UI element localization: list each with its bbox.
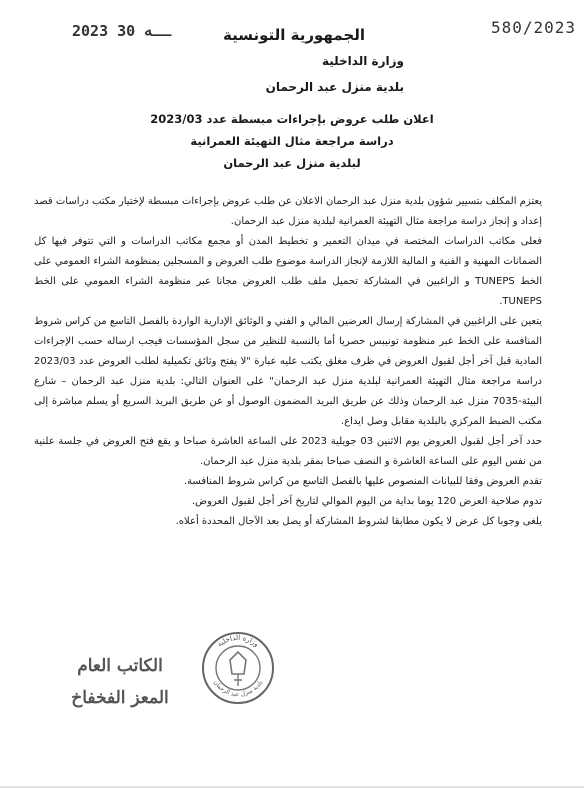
notice-body [34, 192, 542, 532]
signature-name: المعز الفخفاخ [71, 688, 169, 708]
reference-number: 580/2023 [490, 18, 576, 37]
paragraph-6: تدوم صلاحية العرض 120 يوما بداية من اليوم الموالي لتاريخ آخر أجل لقبول العروض. [191, 496, 542, 507]
paragraph-1: يعتزم المكلف بتسيير شؤون بلدية منزل عبد الرحمان الاعلان عن طلب عروض بإجراءات مبسطة لإختيار مكتب دراسات قصد إعداد و إنجاز دراسة مراجعة مثال التهيئة العمرانية لبلدية منزل عبد الرحمان. [34, 196, 542, 227]
paragraph-5: تقدم العروض وفقا للبيانات المنصوص عليها بالفصل التاسع من كراس شروط المنافسة. [183, 476, 542, 487]
title-line-2: دراسة مراجعة مثال التهيئة العمرانية [190, 134, 394, 148]
title-line-1: اعلان طلب عروض بإجراءات مبسطة عدد 2023/03 [150, 112, 434, 126]
official-stamp [200, 630, 276, 710]
paragraph-7: يلغى وجوبا كل عرض لا يكون مطابقا لشروط المشاركة أو يصل بعد الآجال المحددة أعلاه. [175, 516, 542, 527]
notice-title [140, 108, 444, 174]
ministry-name: وزارة الداخلية [321, 54, 404, 68]
signature-title: الكاتب العام [77, 656, 163, 676]
letterhead [184, 22, 404, 100]
signature-block [50, 650, 190, 714]
stamp-top-text: وزارة الداخلية [215, 633, 261, 649]
stamp-bottom-text: بلدية منزل عبد الرحمان [211, 679, 265, 699]
paragraph-4: حدد آخر أجل لقبول العروض يوم الاثنين 03 جويلية 2023 على الساعة العاشرة صباحا و يقع فتح العروض في جلسة علنية من نفس اليوم على الساعة العاشرة و النصف صباحا بمقر بلدية منزل عبد الرحمان. [34, 436, 542, 467]
paragraph-2: فعلى مكاتب الدراسات المختصة في ميدان التعمير و تخطيط المدن أو مجمع مكاتب الدراسات و التي تتوفر فيها كل الضمانات المهنية و الفنية و المالية اللازمة لإنجاز الدراسة موضوع طلب العروض و المسجلين بمنظومة الشراء العمومي على الخط TUNEPS و الراغبين في المشاركة تحميل ملف طلب العروض مجانا عبر منظومة الشراء العمومي على الخط TUNEPS. [34, 236, 542, 307]
stamp-seal-icon [200, 630, 276, 706]
title-line-3: لبلدية منزل عبد الرحمان [223, 156, 361, 170]
stamp-date: 2023 ــه 30 [72, 22, 172, 40]
municipality-name: بلدية منزل عبد الرحمان [265, 80, 404, 94]
country-name: الجمهورية التونسية [223, 26, 365, 44]
paragraph-3: يتعين على الراغبين في المشاركة إرسال العرضين المالي و الفني و الوثائق الإدارية الواردة بالفصل التاسع من كراس شروط المنافسة على الخط عبر منظومة تونيبس حصريا أما بالنسبة للنظير من سجل المؤسسات فيجب ارساله حسب الإجراءات المادية قبل آخر أجل لقبول العروض في ظرف مغلق يكتب عليه عبارة "لا يفتح وثائق تكميلية لطلب العروض عدد 2023/03 دراسة مراجعة مثال التهيئة العمرانية لبلدية منزل عبد الرحمان" على العنوان التالي: بلدية منزل عبد الرحمان – شارع البيئة-7035 منزل عبد الرحمان وذلك عن طريق البريد المضمون الوصول أو عن طريق البريد السريع أو يسلم مباشرة إلى مكتب الضبط المركزي بالبلدية مقابل وصل ايداع. [34, 316, 542, 427]
